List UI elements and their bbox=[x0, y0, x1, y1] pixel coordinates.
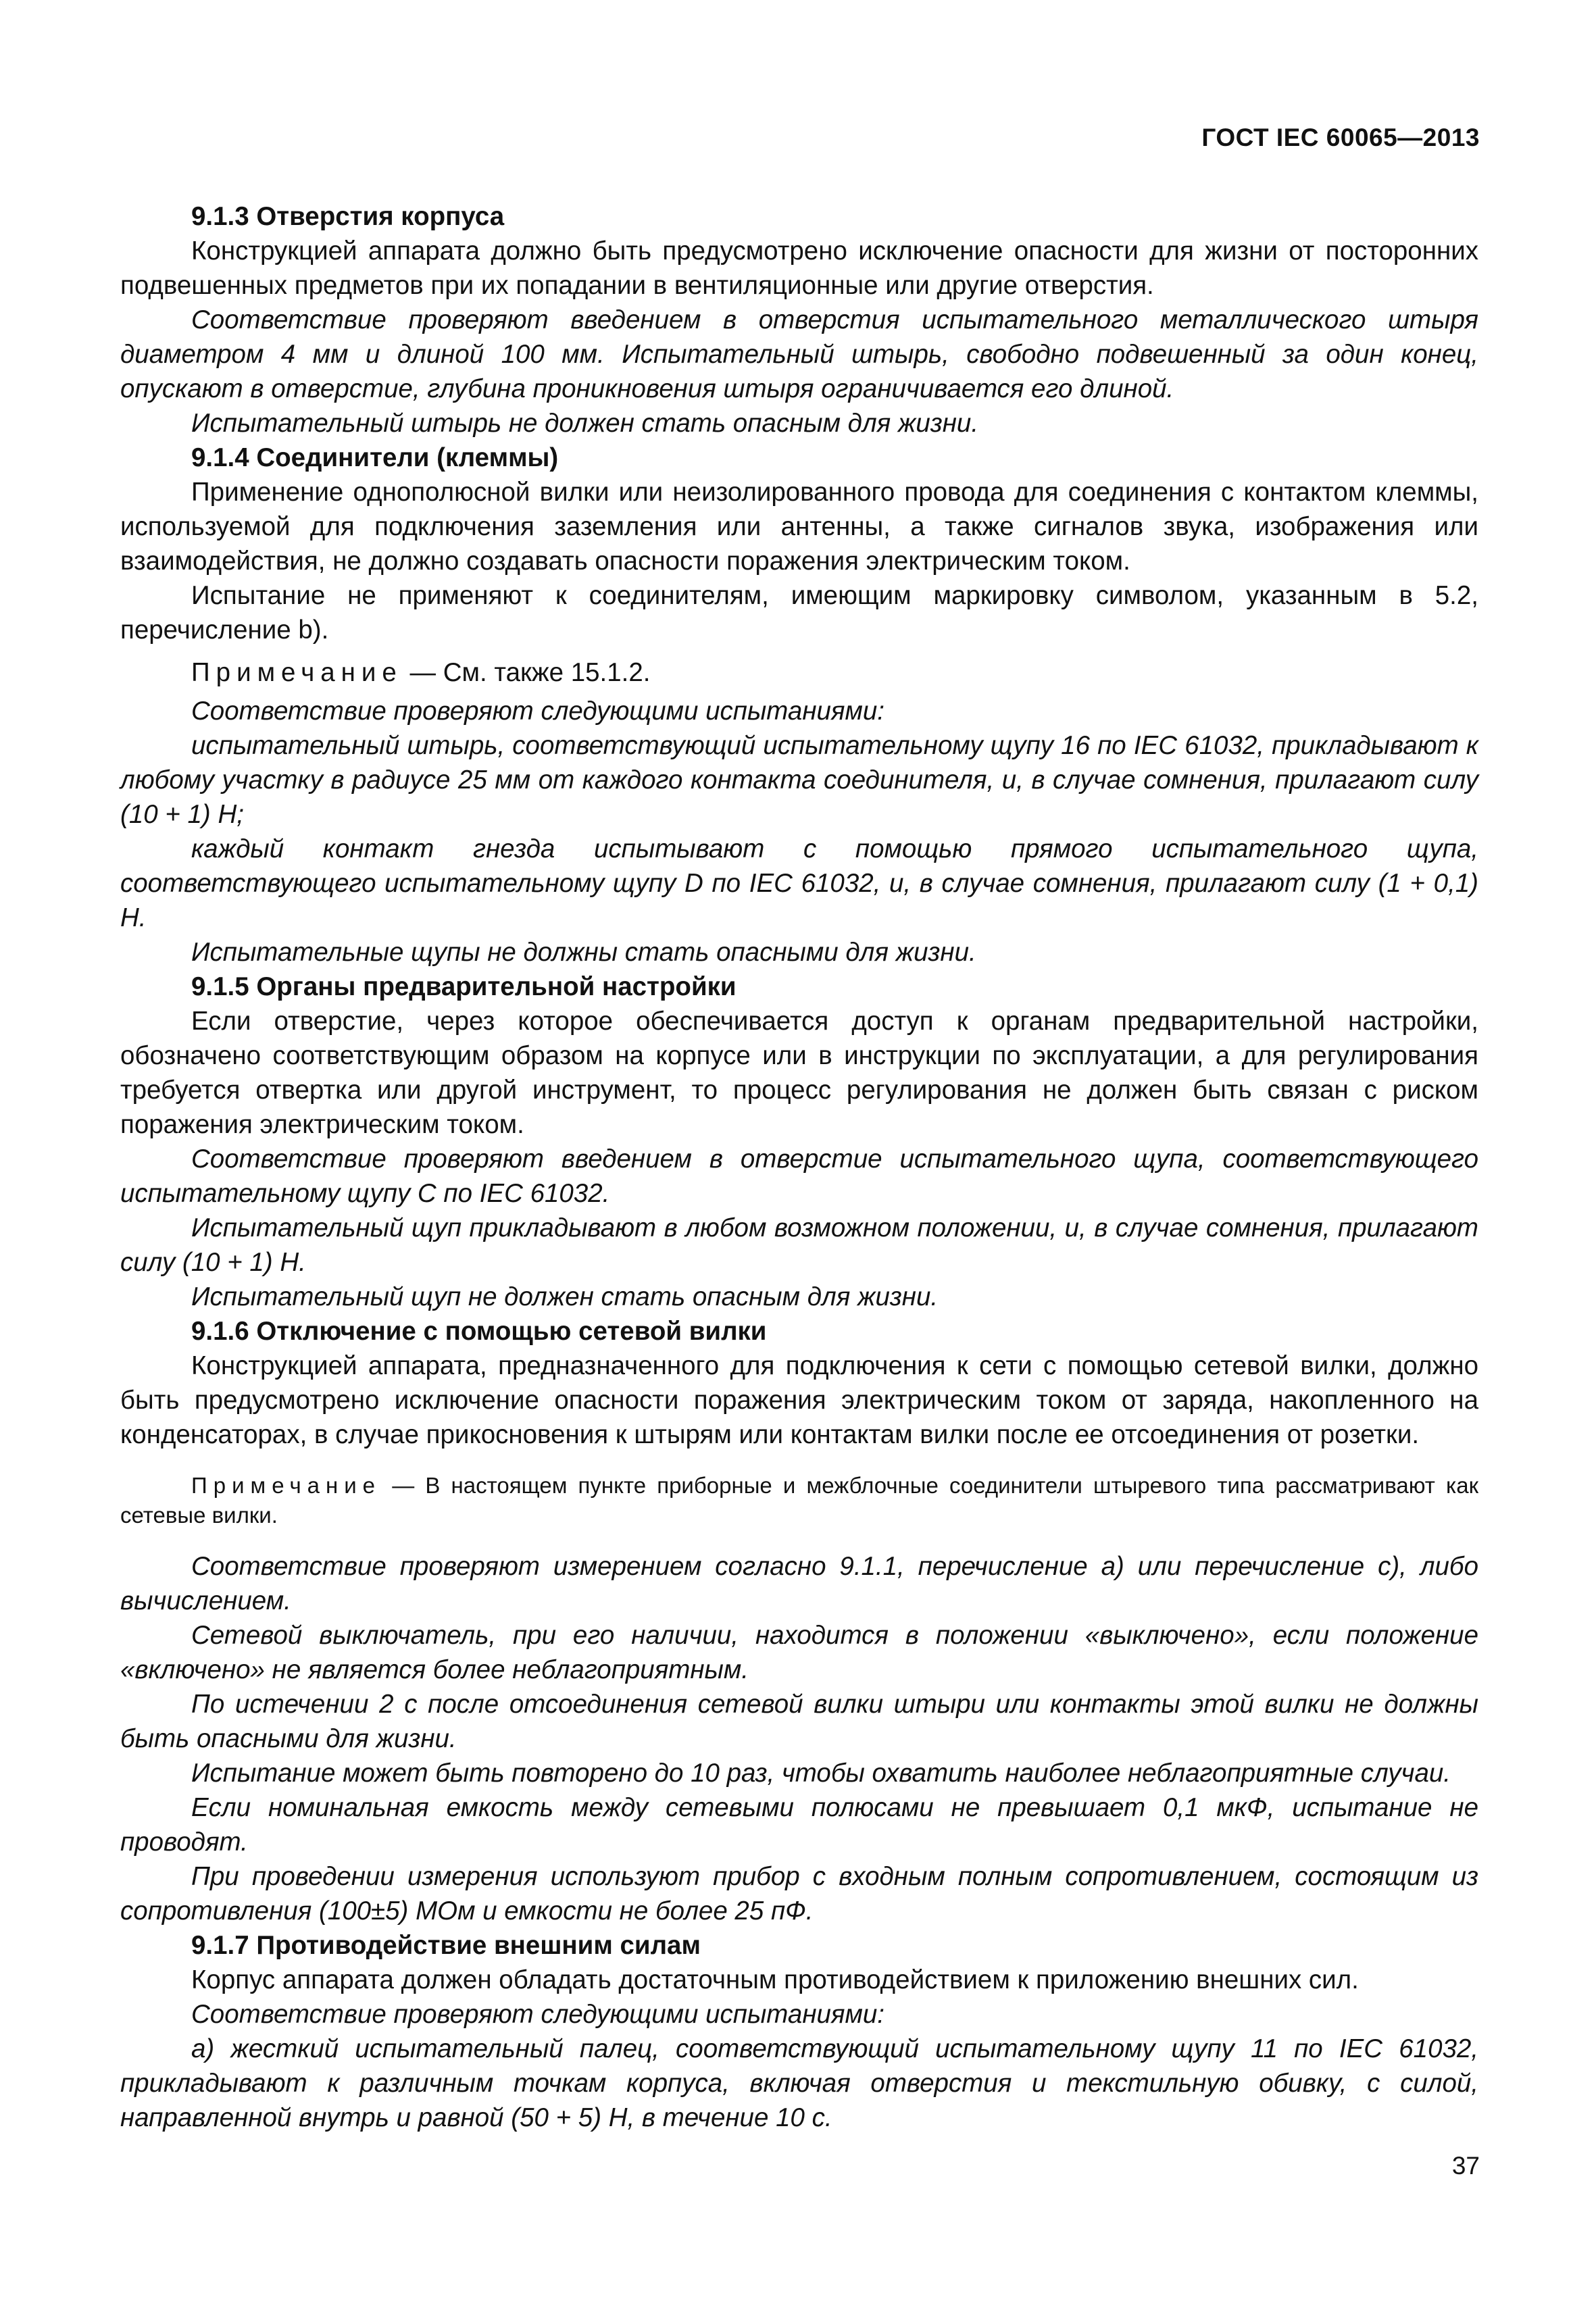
paragraph: Если отверстие, через которое обеспечивается доступ к органам предварительной настройки, обозначено соответствующим образом на корпусе или в инструкции по эксплуатации, а для регулирования требуется отвертка или другой инструмент, то процесс регулирования не должен быть связан с риском поражения электрическим током. bbox=[120, 1007, 1478, 1139]
paragraph-italic: каждый контакт гнезда испытывают с помощью прямого испытательного щупа, соответствующего испытательному щупу D по IEC 61032, и, в случае сомнения, прилагают силу (1 + 0,1) Н. bbox=[120, 834, 1478, 932]
paragraph-italic: испытательный штырь, соответствующий испытательному щупу 16 по IEC 61032, прикладывают к любому участку в радиусе 25 мм от каждого контакта соединителя, и, в случае сомнения, прилагают силу (10 + 1) Н; bbox=[120, 731, 1478, 829]
paragraph: Конструкцией аппарата должно быть предусмотрено исключение опасности для жизни от посторонних подвешенных предметов при их попадании в вентиляционные или другие отверстия. bbox=[120, 236, 1478, 300]
section-heading-9-1-7: 9.1.7 Противодействие внешним силам bbox=[191, 1931, 701, 1960]
document-header: ГОСТ IEC 60065—2013 bbox=[1201, 124, 1480, 151]
note-label: Примечание bbox=[191, 1473, 382, 1498]
section-heading-9-1-5: 9.1.5 Органы предварительной настройки bbox=[191, 972, 737, 1001]
section-heading-9-1-6: 9.1.6 Отключение с помощью сетевой вилки bbox=[191, 1317, 767, 1346]
note-text: — В настоящем пункте приборные и межблочные соединители штыревого типа рассматривают как сетевые вилки. bbox=[120, 1473, 1479, 1528]
paragraph: Испытание не применяют к соединителям, имеющим маркировку символом, указанным в 5.2, перечисление b). bbox=[120, 581, 1478, 645]
paragraph-italic: Если номинальная емкость между сетевыми полюсами не превышает 0,1 мкФ, испытание не проводят. bbox=[120, 1793, 1478, 1857]
paragraph-italic: Соответствие проверяют следующими испытаниями: bbox=[191, 2000, 885, 2029]
note-text: — См. также 15.1.2. bbox=[409, 658, 651, 687]
paragraph-italic: Соответствие проверяют измерением согласно 9.1.1, перечисление а) или перечисление с), либо вычислением. bbox=[120, 1552, 1478, 1615]
paragraph-italic: Испытательный щуп не должен стать опасным для жизни. bbox=[191, 1282, 939, 1311]
note bbox=[120, 655, 1478, 690]
paragraph-italic: Испытание может быть повторено до 10 раз, чтобы охватить наиболее неблагоприятные случаи. bbox=[191, 1759, 1451, 1788]
note-small bbox=[120, 1471, 1478, 1530]
paragraph-italic: а) жесткий испытательный палец, соответствующий испытательному щупу 11 по IEC 61032, прикладывают к различным точкам корпуса, включая отверстия и текстильную обивку, с силой, направленной внутрь и равной (50 + 5) Н, в течение 10 с. bbox=[120, 2034, 1478, 2132]
document-body bbox=[120, 199, 1478, 2135]
paragraph-italic: Соответствие проверяют введением в отверстия испытательного металлического штыря диаметром 4 мм и длиной 100 мм. Испытательный штырь, свободно подвешенный за один конец, опускают в отверстие, глубина проникновения штыря ограничивается его длиной. bbox=[120, 305, 1478, 403]
paragraph-italic: Соответствие проверяют следующими испытаниями: bbox=[191, 697, 885, 726]
paragraph: Применение однополюсной вилки или неизолированного провода для соединения с контактом клеммы, используемой для подключения заземления или антенны, а также сигналов звука, изображения или взаимодействия, не должно создавать опасности поражения электрическим током. bbox=[120, 478, 1478, 576]
paragraph-italic: Испытательный щуп прикладывают в любом возможном положении, и, в случае сомнения, прилагают силу (10 + 1) Н. bbox=[120, 1213, 1478, 1277]
page-number: 37 bbox=[1451, 2152, 1480, 2180]
paragraph-italic: Сетевой выключатель, при его наличии, находится в положении «выключено», если положение «включено» не является более неблагоприятным. bbox=[120, 1621, 1478, 1684]
paragraph-italic: Испытательный штырь не должен стать опасным для жизни. bbox=[191, 409, 979, 438]
paragraph: Корпус аппарата должен обладать достаточным противодействием к приложению внешних сил. bbox=[191, 1965, 1359, 1994]
paragraph-italic: По истечении 2 с после отсоединения сетевой вилки штыри или контакты этой вилки не должны быть опасными для жизни. bbox=[120, 1690, 1478, 1753]
paragraph: Конструкцией аппарата, предназначенного для подключения к сети с помощью сетевой вилки, должно быть предусмотрено исключение опасности поражения электрическим током от заряда, накопленного на конденсаторах, в случае прикосновения к штырям или контактам вилки после ее отсоединения от розетки. bbox=[120, 1351, 1478, 1449]
section-heading-9-1-4: 9.1.4 Соединители (клеммы) bbox=[191, 443, 559, 472]
paragraph-italic: Соответствие проверяют введением в отверстие испытательного щупа, соответствующего испытательному щупу С по IEC 61032. bbox=[120, 1145, 1478, 1208]
paragraph-italic: Испытательные щупы не должны стать опасными для жизни. bbox=[191, 938, 976, 967]
paragraph-italic: При проведении измерения используют прибор с входным полным сопротивлением, состоящим из сопротивления (100±5) МОм и емкости не более 25 пФ. bbox=[120, 1862, 1478, 1926]
section-heading-9-1-3: 9.1.3 Отверстия корпуса bbox=[191, 202, 505, 231]
note-label: Примечание bbox=[191, 658, 403, 687]
